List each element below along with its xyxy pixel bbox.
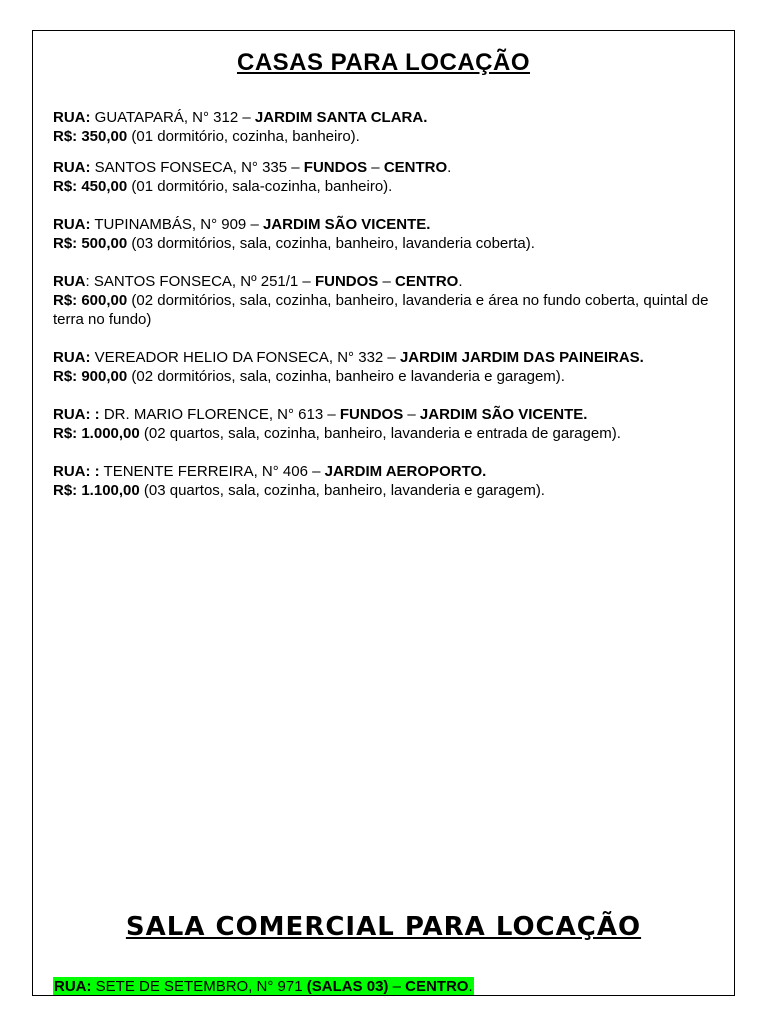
rua-label: RUA: : [53, 463, 100, 480]
price-description: (03 quartos, sala, cozinha, banheiro, lavanderia e garagem). [139, 482, 545, 499]
price-line [53, 481, 718, 500]
price-line [53, 127, 718, 146]
room-count: (SALAS 03) [306, 978, 389, 995]
rua-label: RUA: [53, 159, 91, 176]
price-label: R$: 450,00 [53, 178, 128, 195]
price-line [53, 177, 718, 196]
page-title: CASAS PARA LOCAÇÃO [236, 49, 530, 76]
rua-address: GUATAPARÁ, N° 312 – [90, 109, 255, 126]
listing-entry [53, 348, 718, 386]
sala-listing-highlighted [53, 977, 474, 996]
listing-entry [53, 215, 718, 253]
neighborhood: CENTRO [405, 978, 469, 995]
listing-entry [53, 158, 718, 196]
address-line [53, 405, 718, 424]
price-label: R$: 600,00 [53, 292, 128, 309]
price-line [53, 424, 718, 443]
listing-list [53, 108, 718, 500]
listing-entry [53, 462, 718, 500]
price-label: R$: 900,00 [53, 368, 128, 385]
listing-entry [53, 108, 718, 146]
location-tag: FUNDOS [314, 273, 379, 290]
address-line [53, 272, 718, 291]
address-line [53, 462, 718, 481]
price-label: R$: 1.100,00 [53, 482, 140, 499]
neighborhood: JARDIM JARDIM DAS PAINEIRAS. [399, 349, 644, 366]
neighborhood: JARDIM AEROPORTO. [324, 463, 487, 480]
price-description: (02 dormitórios, sala, cozinha, banheiro, lavanderia e área no fundo coberta, quintal de terra no fundo) [53, 292, 709, 328]
price-line [53, 367, 718, 386]
price-label: R$: 1.000,00 [53, 425, 140, 442]
listing-entry [53, 405, 718, 443]
neighborhood: JARDIM SANTA CLARA. [254, 109, 428, 126]
listing-entry [53, 272, 718, 329]
rua-address: TENENTE FERREIRA, N° 406 – [99, 463, 325, 480]
address-line [53, 108, 718, 127]
price-description: (02 quartos, sala, cozinha, banheiro, lavanderia e entrada de garagem). [139, 425, 621, 442]
rua-label: RUA: : [53, 406, 100, 423]
price-label: R$: 500,00 [53, 235, 128, 252]
rua-address: SETE DE SETEMBRO, N° 971 [91, 978, 307, 995]
address-line [53, 215, 718, 234]
neighborhood: JARDIM SÃO VICENTE. [262, 216, 431, 233]
line-end: . [468, 978, 473, 995]
rua-address: VEREADOR HELIO DA FONSECA, N° 332 – [90, 349, 400, 366]
line-end: . [458, 273, 463, 290]
separator: – [367, 159, 384, 176]
separator: – [388, 978, 406, 995]
address-line [53, 348, 718, 367]
rua-label: RUA [53, 273, 86, 290]
location-tag: FUNDOS [303, 159, 368, 176]
neighborhood: CENTRO [394, 273, 459, 290]
document-page [32, 30, 735, 996]
rua-label: RUA: [54, 978, 92, 995]
section-title-sala: SALA COMERCIAL PARA LOCAÇÃO [125, 912, 642, 942]
rua-label: RUA: [53, 216, 91, 233]
line-end: . [447, 159, 452, 176]
rua-address: : SANTOS FONSECA, Nº 251/1 – [85, 273, 315, 290]
price-description: (01 dormitório, sala-cozinha, banheiro). [127, 178, 393, 195]
price-label: R$: 350,00 [53, 128, 128, 145]
rua-label: RUA: [53, 349, 91, 366]
separator: – [378, 273, 395, 290]
location-tag: FUNDOS [339, 406, 404, 423]
separator: – [403, 406, 420, 423]
price-line [53, 234, 718, 253]
rua-address: SANTOS FONSECA, N° 335 – [90, 159, 304, 176]
neighborhood: JARDIM SÃO VICENTE. [419, 406, 588, 423]
price-description: (03 dormitórios, sala, cozinha, banheiro, lavanderia coberta). [127, 235, 535, 252]
price-description: (02 dormitórios, sala, cozinha, banheiro e lavanderia e garagem). [127, 368, 565, 385]
rua-label: RUA: [53, 109, 91, 126]
price-line [53, 291, 718, 329]
neighborhood: CENTRO [383, 159, 448, 176]
address-line [53, 158, 718, 177]
rua-address: DR. MARIO FLORENCE, N° 613 – [99, 406, 340, 423]
rua-address: TUPINAMBÁS, N° 909 – [90, 216, 263, 233]
price-description: (01 dormitório, cozinha, banheiro). [127, 128, 360, 145]
